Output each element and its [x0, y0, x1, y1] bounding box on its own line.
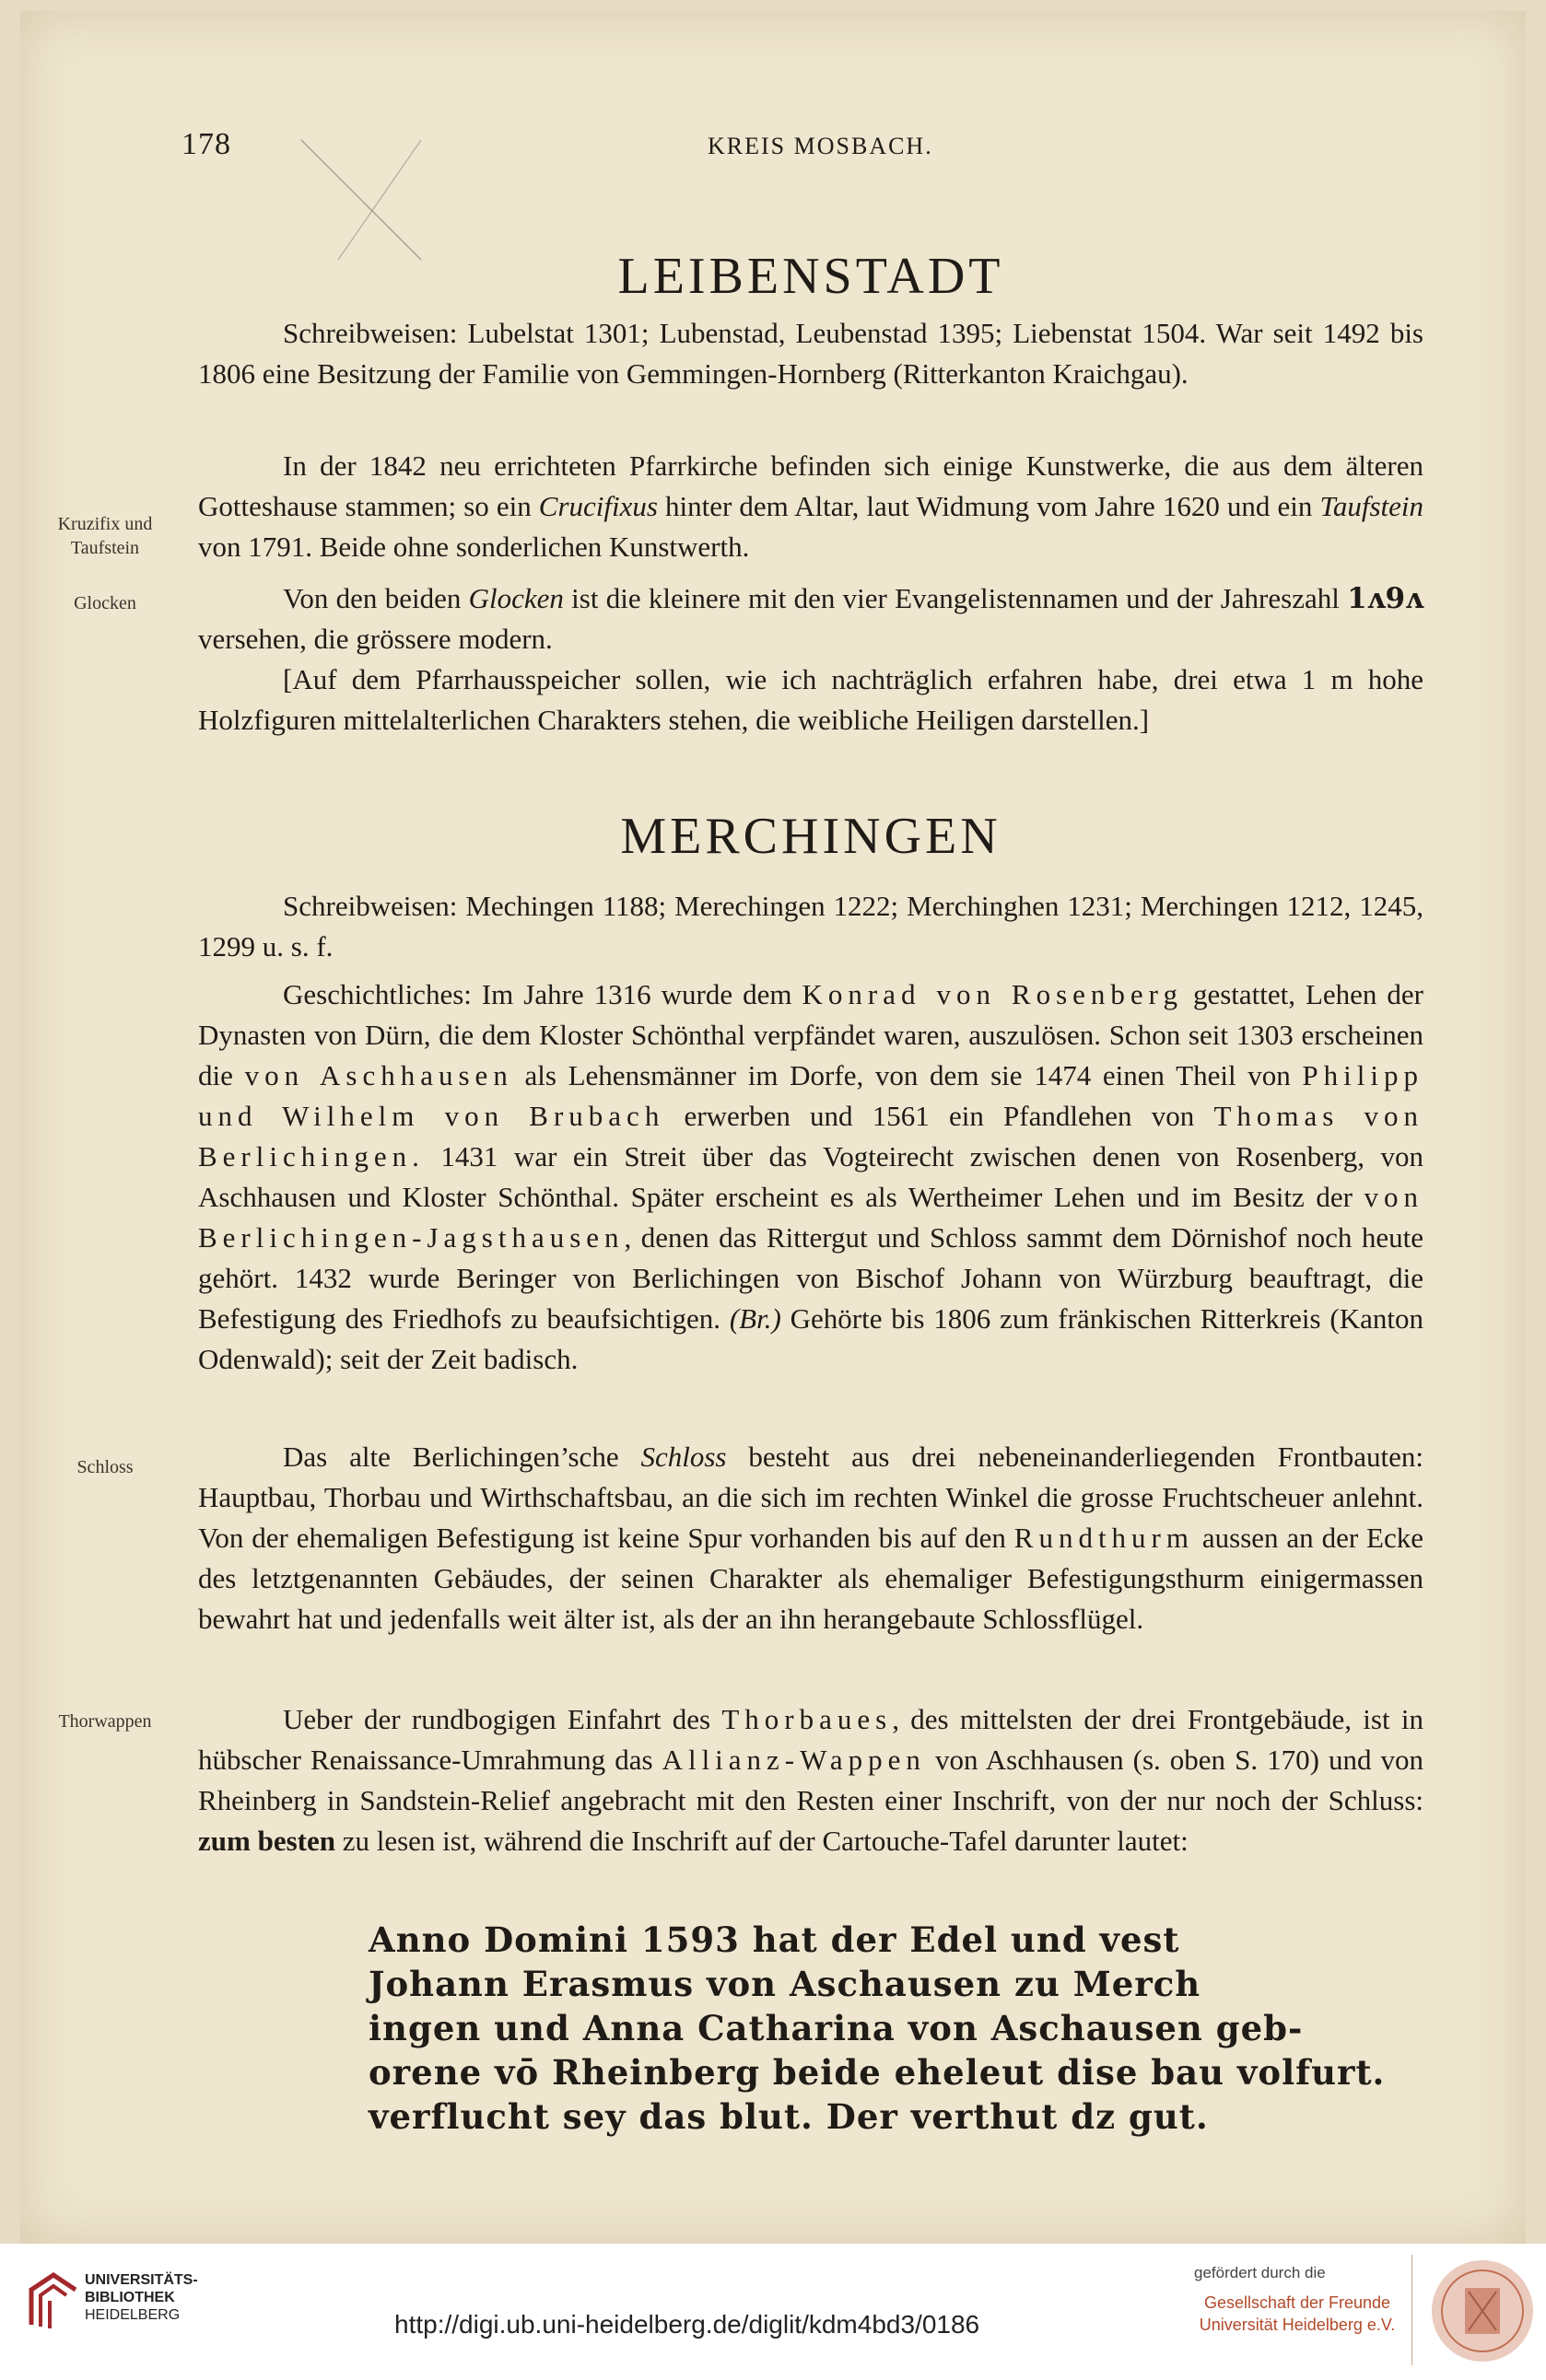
footer-divider [1411, 2255, 1412, 2365]
running-title: KREIS MOSBACH. [708, 133, 933, 159]
inscription-line: ingen und Anna Catharina von Aschausen geb- [369, 2008, 1304, 2048]
section-title-leibenstadt: LEIBENSTADT [617, 248, 1004, 305]
library-logo-icon [26, 2269, 81, 2334]
margin-note-schloss: Schloss [76, 1457, 134, 1477]
inscription [369, 1918, 1386, 2139]
university-seal-icon [1428, 2251, 1537, 2371]
inscription-line: Johann Erasmus von Aschausen zu Merch [369, 1964, 1201, 2004]
sponsor-name: Gesellschaft der Freunde Universität Heidelberg e.V. [1199, 2293, 1396, 2334]
leibenstadt-paragraph-1: Schreibweisen: Lubelstat 1301; Lubenstad, Leubenstad 1395; Liebenstat 1504. War seit 1492 bis 1806 eine Besitzung der Familie von Gemmingen-Hornberg (Ritterkanton Kraichgau). [198, 317, 1423, 390]
margin-note-kruzifix: Kruzifix und Taufstein [57, 514, 153, 558]
section-title-merchingen: MERCHINGEN [620, 808, 1001, 865]
margin-note-glocken: Glocken [74, 593, 136, 613]
leibenstadt-paragraph-4: [Auf dem Pfarrhausspeicher sollen, wie ich nachträglich erfahren habe, drei etwa 1 m hohe Holzfiguren mittelalterlichen Charakters stehen, die weibliche Heiligen darstellen.] [198, 663, 1423, 736]
page-number: 178 [182, 127, 231, 161]
permalink-url[interactable]: http://digi.ub.uni-heidelberg.de/diglit/kdm4bd3/0186 [394, 2310, 980, 2339]
year-mark: 1ᴧ9ᴧ [1347, 582, 1423, 615]
sponsor-caption: gefördert durch die [1194, 2264, 1326, 2281]
merchingen-paragraph-1: Schreibweisen: Mechingen 1188; Merechingen 1222; Merchinghen 1231; Merchingen 1212, 1245, 1299 u. s. f. [198, 890, 1423, 962]
merchingen-paragraph-4: Ueber der rundbogigen Einfahrt des Thorbaues, des mittelsten der drei Frontgebäude, ist in hübscher Renaissance-Umrahmung das Allianz-Wappen von Aschhausen (s. oben S. 170) und von Rheinberg in Sandstein-Relief angebracht mit den Resten einer Inschrift, von der nur noch der Schluss: zum besten zu lesen ist, während die Inschrift auf der Cartouche-Tafel darunter lautet: [198, 1703, 1423, 1857]
inscription-line: Anno Domini 1593 hat der Edel und vest [369, 1919, 1180, 1960]
margin-note-thorwappen: Thorwappen [58, 1711, 152, 1732]
library-name: UNIVERSITÄTS- BIBLIOTHEK HEIDELBERG [85, 2272, 198, 2323]
leibenstadt-paragraph-3: Von den beiden Glocken ist die kleinere mit den vier Evangelistennamen und der Jahreszahl 1ᴧ9ᴧ versehen, die grössere modern. [198, 582, 1423, 655]
leibenstadt-paragraph-2: In der 1842 neu errichteten Pfarrkirche befinden sich einige Kunstwerke, die aus dem älteren Gotteshause stammen; so ein Crucifixus hinter dem Altar, laut Widmung vom Jahre 1620 und ein Taufstein von 1791. Beide ohne sonderlichen Kunstwerth. [198, 449, 1423, 563]
inscription-line: verflucht sey das blut. Der verthut dz gut. [369, 2096, 1209, 2137]
inscription-line: orene vō Rheinberg beide eheleut dise bau volfurt. [369, 2052, 1386, 2093]
merchingen-paragraph-3: Das alte Berlichingen’sche Schloss besteht aus drei nebeneinanderliegenden Frontbauten: Hauptbau, Thorbau und Wirthschaftsbau, an die sich im rechten Winkel die grosse Fruchtscheuer anlehnt. Von der ehemaligen Befestigung ist keine Spur vorhanden bis auf den Rundthurm aussen an der Ecke des letztgenannten Gebäudes, der seinen Charakter als ehemaliger Befestigungsthurm einigermassen bewahrt hat und jedenfalls weit älter ist, als der an ihn herangebaute Schlossflügel. [198, 1441, 1423, 1635]
footer-bar [0, 2244, 1546, 2380]
merchingen-paragraph-2: Geschichtliches: Im Jahre 1316 wurde dem Konrad von Rosenberg gestattet, Lehen der Dynasten von Dürn, die dem Kloster Schönthal verpfändet waren, auszulösen. Schon seit 1303 erscheinen die von Aschhausen als Lehensmänner im Dorfe, von dem sie 1474 einen Theil von Philipp und Wilhelm von Brubach erwerben und 1561 ein Pfandlehen von Thomas von Berlichingen. 1431 war ein Streit über das Vogteirecht zwischen denen von Rosenberg, von Aschhausen und Kloster Schönthal. Später erscheint es als Wertheimer Lehen und im Besitz der von Berlichingen-Jagsthausen, denen das Rittergut und Schloss sammt dem Dörnishof noch heute gehört. 1432 wurde Beringer von Berlichingen von Bischof Johann von Würzburg beauftragt, die Befestigung des Friedhofs zu beaufsichtigen. (Br.) Gehörte bis 1806 zum fränkischen Ritterkreis (Kanton Odenwald); seit der Zeit badisch. [198, 978, 1424, 1375]
